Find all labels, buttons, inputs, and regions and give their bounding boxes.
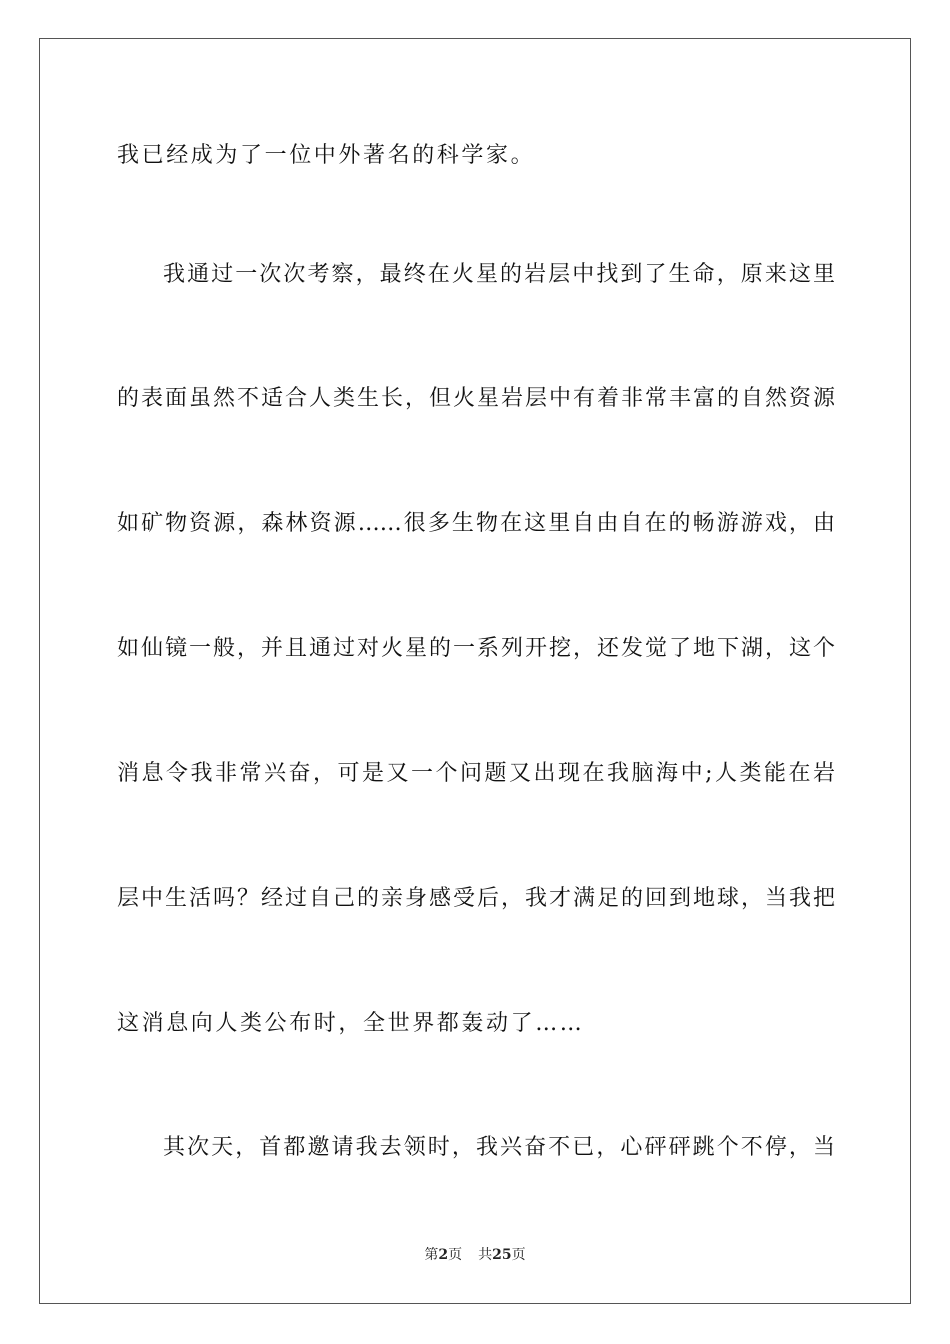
page-footer — [0, 1245, 950, 1265]
page-number: 2 — [438, 1247, 449, 1263]
text-line-5: 如仙镜一般，并且通过对火星的一系列开挖，还发觉了地下湖，这个 — [117, 636, 835, 661]
text-line-3: 的表面虽然不适合人类生长，但火星岩层中有着非常丰富的自然资源 — [117, 386, 835, 411]
total-prefix: 共 — [478, 1247, 493, 1263]
text-line-8: 这消息向人类公布时，全世界都轰动了…… — [117, 1011, 585, 1036]
text-line-7: 层中生活吗？经过自己的亲身感受后，我才满足的回到地球，当我把 — [117, 886, 835, 911]
text-line-9: 其次天，首都邀请我去领时，我兴奋不已，心砰砰跳个不停，当 — [163, 1135, 835, 1160]
total-suffix: 页 — [511, 1247, 526, 1263]
text-line-2: 我通过一次次考察，最终在火星的岩层中找到了生命，原来这里 — [163, 262, 835, 287]
page-suffix: 页 — [448, 1247, 463, 1263]
text-line-4: 如矿物资源，森林资源……很多生物在这里自由自在的畅游游戏，由 — [117, 511, 835, 536]
page-border — [39, 38, 911, 1304]
total-pages: 25 — [492, 1247, 512, 1263]
text-line-1: 我已经成为了一位中外著名的科学家。 — [117, 143, 536, 168]
text-line-6: 消息令我非常兴奋，可是又一个问题又出现在我脑海中;人类能在岩 — [117, 761, 835, 786]
page-prefix: 第 — [424, 1247, 439, 1263]
